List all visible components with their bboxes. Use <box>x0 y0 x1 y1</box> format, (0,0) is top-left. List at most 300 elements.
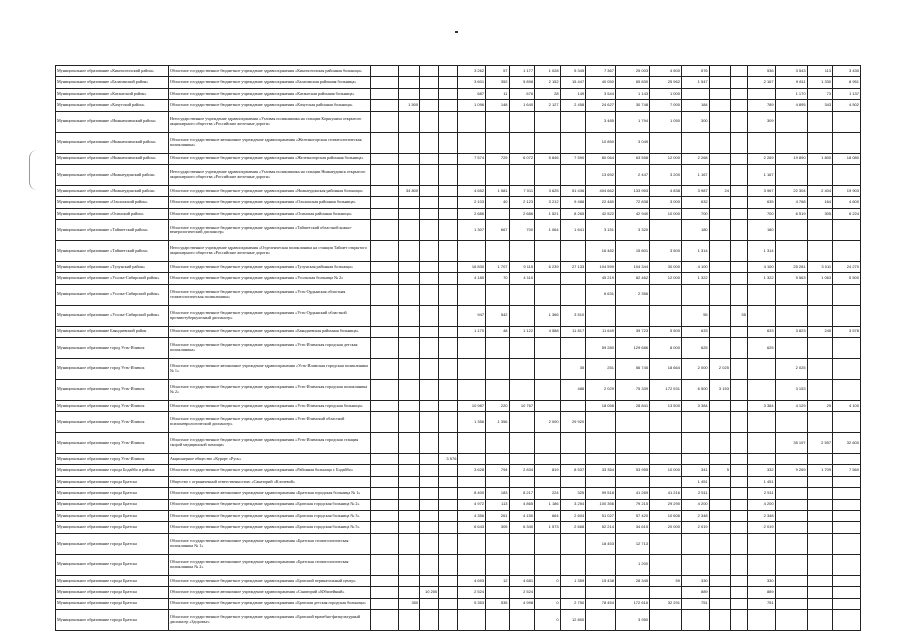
value-cell: 3 430 <box>833 66 861 77</box>
value-cell <box>650 284 682 305</box>
value-cell <box>509 453 535 464</box>
value-cell <box>420 522 439 533</box>
value-cell <box>709 153 730 164</box>
value-cell <box>439 261 458 272</box>
organization-cell: Областное государственное бюджетное учреждение здравоохранения «Братский перинатальный центр» <box>168 575 370 586</box>
value-cell: 947 <box>458 305 486 326</box>
table-row <box>56 164 861 185</box>
value-cell: 63 558 <box>615 153 649 164</box>
value-cell: 18 453 <box>586 533 616 554</box>
value-cell <box>398 241 419 262</box>
value-cell <box>730 284 747 305</box>
municipality-cell: Муниципальное образование «Тайшетский район» <box>56 241 169 262</box>
value-cell: 261 <box>486 511 509 522</box>
value-cell <box>509 338 535 359</box>
value-cell: 3 628 <box>458 465 486 476</box>
value-cell <box>458 241 486 262</box>
organization-cell: Негосударственное учреждение здравоохранения «Отделенческая поликлиника на станции Тайшет открытого акционерного общества «Российские железные дороги» <box>168 241 370 262</box>
organization-cell: Областное государственное бюджетное учреждение здравоохранения «Усть-Ордынская областная стоматологическая поликлиника» <box>168 284 370 305</box>
table-row <box>56 66 861 77</box>
value-cell <box>807 575 833 586</box>
value-cell: 22 480 <box>586 197 616 208</box>
value-cell: 2 668 <box>560 522 586 533</box>
value-cell <box>420 100 439 111</box>
table-row <box>56 100 861 111</box>
value-cell <box>807 610 833 631</box>
value-cell: 2 511 <box>747 488 775 499</box>
value-cell: 2 025 <box>709 358 730 379</box>
value-cell <box>509 284 535 305</box>
value-cell: 48 <box>486 326 509 337</box>
value-cell <box>730 100 747 111</box>
value-cell: 4 652 <box>458 185 486 196</box>
value-cell <box>509 554 535 575</box>
value-cell: 325 <box>560 488 586 499</box>
municipality-cell: Муниципальное образование «Катангский район» <box>56 88 169 99</box>
value-cell <box>486 554 509 575</box>
organization-cell: Областное государственное бюджетное учреждение здравоохранения «Ольхонская районная больница» <box>168 197 370 208</box>
value-cell <box>486 338 509 359</box>
value-cell: 28 345 <box>615 575 649 586</box>
value-cell <box>709 575 730 586</box>
value-cell <box>833 522 861 533</box>
table-row <box>56 575 861 586</box>
organization-cell: Областное государственное бюджетное учреждение здравоохранения «Железногорская районная больница» <box>168 153 370 164</box>
value-cell <box>535 453 561 464</box>
value-cell <box>730 261 747 272</box>
value-cell <box>420 88 439 99</box>
table-row <box>56 453 861 464</box>
value-cell <box>398 284 419 305</box>
value-cell: 1 356 <box>486 412 509 433</box>
value-cell: 34 800 <box>398 185 419 196</box>
value-cell: 4 600 <box>833 197 861 208</box>
municipality-cell: Муниципальное образование город Усть-Илимск <box>56 400 169 411</box>
table-row <box>56 400 861 411</box>
organization-cell: Негосударственное учреждение здравоохранения «Узловая поликлиника на станции Нижнеудинск открытого акционерного общества «Российские железные дороги» <box>168 164 370 185</box>
value-cell: 4 895 <box>775 100 807 111</box>
value-cell: 3 950 <box>615 610 649 631</box>
value-cell <box>650 476 682 487</box>
value-cell <box>807 358 833 379</box>
value-cell <box>730 379 747 400</box>
value-cell: 6 340 <box>509 522 535 533</box>
value-cell: 1 521 <box>535 208 561 219</box>
value-cell: 667 <box>486 220 509 241</box>
value-cell: 2 019 <box>747 522 775 533</box>
municipality-cell: Муниципальное образование «Усолье-Сибирский район» <box>56 273 169 284</box>
value-cell: 220 <box>486 400 509 411</box>
value-cell <box>833 284 861 305</box>
organization-cell: Негосударственное учреждение здравоохранения «Узловая поликлиника на станции Коршуниха открытого акционерного общества «Российские железные дороги» <box>168 111 370 132</box>
value-cell <box>709 261 730 272</box>
value-cell <box>486 208 509 219</box>
value-cell: 4 500 <box>650 66 682 77</box>
value-cell <box>730 111 747 132</box>
value-cell: 10 606 <box>650 511 682 522</box>
value-cell <box>371 77 399 88</box>
table-row <box>56 511 861 522</box>
table-row <box>56 132 861 153</box>
value-cell: 2 404 <box>807 185 833 196</box>
value-cell <box>586 554 616 575</box>
municipality-cell: Муниципальное образование «Усолье-Сибирский район» <box>56 284 169 305</box>
value-cell <box>420 111 439 132</box>
value-cell: 148 <box>486 100 509 111</box>
value-cell: 6 224 <box>833 208 861 219</box>
value-cell: 1 314 <box>747 241 775 262</box>
value-cell <box>709 338 730 359</box>
value-cell <box>775 511 807 522</box>
value-cell: 13 692 <box>586 164 616 185</box>
value-cell: 15 447 <box>560 77 586 88</box>
value-cell <box>420 465 439 476</box>
value-cell <box>509 412 535 433</box>
value-cell <box>586 453 616 464</box>
value-cell <box>833 598 861 609</box>
value-cell <box>775 338 807 359</box>
value-cell: 184 <box>681 100 709 111</box>
value-cell <box>439 111 458 132</box>
value-cell <box>730 164 747 185</box>
value-cell: 28 841 <box>615 400 649 411</box>
value-cell: 4 838 <box>650 185 682 196</box>
value-cell <box>586 305 616 326</box>
value-cell: 7 560 <box>833 465 861 476</box>
value-cell: 22 304 <box>775 185 807 196</box>
value-cell: 180 <box>747 220 775 241</box>
value-cell <box>681 412 709 433</box>
value-cell <box>398 197 419 208</box>
value-cell <box>398 66 419 77</box>
municipality-cell: Муниципальное образование города Братска <box>56 598 169 609</box>
value-cell <box>420 400 439 411</box>
value-cell: 129 686 <box>615 338 649 359</box>
value-cell <box>420 185 439 196</box>
value-cell: 664 <box>535 511 561 522</box>
value-cell: 3 151 <box>586 220 616 241</box>
value-cell <box>371 88 399 99</box>
value-cell <box>398 522 419 533</box>
value-cell: 3 320 <box>615 220 649 241</box>
value-cell <box>420 153 439 164</box>
value-cell: 6 631 <box>586 284 616 305</box>
organization-cell: Областное государственное бюджетное учреждение здравоохранения «Усть-Ордынский областной противотуберкулезный диспансер» <box>168 305 370 326</box>
value-cell: 309 <box>747 111 775 132</box>
value-cell: 16 830 <box>458 261 486 272</box>
value-cell: 2 025 <box>775 358 807 379</box>
value-cell <box>807 164 833 185</box>
value-cell: 180 <box>681 220 709 241</box>
value-cell <box>807 284 833 305</box>
value-cell <box>807 511 833 522</box>
value-cell <box>371 412 399 433</box>
value-cell <box>709 88 730 99</box>
municipality-cell: Муниципальное образование город Усть-Илимск <box>56 453 169 464</box>
value-cell: 0 <box>535 598 561 609</box>
value-cell <box>709 610 730 631</box>
value-cell: 2 348 <box>747 511 775 522</box>
value-cell: 10 850 <box>586 132 616 153</box>
value-cell <box>398 273 419 284</box>
value-cell: 3 485 <box>586 111 616 132</box>
value-cell: 2 127 <box>535 100 561 111</box>
value-cell: 5 500 <box>650 326 682 337</box>
table-row <box>56 273 861 284</box>
value-cell <box>747 453 775 464</box>
value-cell <box>371 153 399 164</box>
value-cell <box>650 132 682 153</box>
value-cell: 1 143 <box>615 88 649 99</box>
municipality-cell: Муниципальное образование города Братска <box>56 522 169 533</box>
value-cell: 4 129 <box>775 400 807 411</box>
value-cell <box>807 476 833 487</box>
value-cell <box>560 132 586 153</box>
value-cell: 4 200 <box>681 499 709 510</box>
value-cell <box>371 305 399 326</box>
value-cell <box>439 185 458 196</box>
value-cell <box>560 453 586 464</box>
value-cell <box>709 511 730 522</box>
value-cell <box>371 208 399 219</box>
value-cell: 1 064 <box>535 220 561 241</box>
value-cell <box>807 132 833 153</box>
value-cell <box>833 111 861 132</box>
value-cell: 8 400 <box>458 488 486 499</box>
value-cell: 25 962 <box>650 77 682 88</box>
organization-cell: Общество с ограниченной ответственностью «Санаторий «Клочевой» <box>168 476 370 487</box>
value-cell <box>775 499 807 510</box>
table-row <box>56 610 861 631</box>
value-cell <box>486 164 509 185</box>
value-cell <box>709 432 730 453</box>
value-cell <box>371 261 399 272</box>
value-cell <box>535 554 561 575</box>
value-cell: 12 000 <box>650 153 682 164</box>
value-cell <box>398 77 419 88</box>
value-cell: 3 153 <box>775 379 807 400</box>
value-cell: 4 180 <box>458 273 486 284</box>
value-cell <box>371 100 399 111</box>
value-cell: 1 167 <box>681 164 709 185</box>
value-cell <box>709 208 730 219</box>
value-cell <box>730 400 747 411</box>
value-cell <box>730 412 747 433</box>
value-cell <box>833 476 861 487</box>
value-cell <box>458 476 486 487</box>
value-cell <box>458 453 486 464</box>
value-cell <box>439 326 458 337</box>
value-cell <box>586 587 616 598</box>
value-cell <box>709 197 730 208</box>
value-cell <box>807 488 833 499</box>
value-cell: 4 100 <box>681 261 709 272</box>
value-cell: 700 <box>747 208 775 219</box>
scan-dot <box>455 31 458 33</box>
value-cell <box>439 554 458 575</box>
value-cell <box>560 111 586 132</box>
value-cell: 40 050 <box>586 77 616 88</box>
value-cell <box>439 284 458 305</box>
value-cell <box>398 338 419 359</box>
value-cell <box>730 358 747 379</box>
value-cell: 10 987 <box>458 400 486 411</box>
value-cell: 404 662 <box>586 185 616 196</box>
value-cell <box>371 476 399 487</box>
value-cell: 633 <box>747 326 775 337</box>
value-cell <box>730 587 747 598</box>
value-cell: 3 262 <box>458 66 486 77</box>
value-cell: 2 458 <box>560 100 586 111</box>
value-cell: 16 482 <box>586 241 616 262</box>
municipality-cell: Муниципальное образование города Братска <box>56 554 169 575</box>
value-cell: 633 <box>681 326 709 337</box>
value-cell <box>833 379 861 400</box>
value-cell: 12 000 <box>650 273 682 284</box>
municipality-cell: Муниципальное образование города Братска <box>56 575 169 586</box>
value-cell <box>371 400 399 411</box>
value-cell <box>833 164 861 185</box>
value-cell <box>833 587 861 598</box>
municipality-cell: Муниципальное образование «Нижнеудинский район» <box>56 185 169 196</box>
value-cell <box>681 610 709 631</box>
value-cell <box>439 499 458 510</box>
value-cell: 4 502 <box>833 100 861 111</box>
value-cell: 3 212 <box>535 197 561 208</box>
value-cell <box>398 575 419 586</box>
report-table <box>55 65 861 631</box>
value-cell: 1 573 <box>535 522 561 533</box>
value-cell: 164 <box>807 197 833 208</box>
value-cell: 2 686 <box>509 208 535 219</box>
value-cell: 4 150 <box>509 511 535 522</box>
value-cell <box>398 326 419 337</box>
value-cell <box>398 132 419 153</box>
value-cell <box>775 554 807 575</box>
value-cell <box>807 522 833 533</box>
value-cell <box>509 432 535 453</box>
value-cell <box>730 511 747 522</box>
value-cell: 4 588 <box>535 326 561 337</box>
table-row <box>56 598 861 609</box>
value-cell: 3 601 <box>458 77 486 88</box>
value-cell <box>420 305 439 326</box>
value-cell: 5 898 <box>509 77 535 88</box>
organization-cell: Областное государственное бюджетное учреждение здравоохранения «Районная больница г. Бодайбо» <box>168 465 370 476</box>
organization-cell: Областное государственное автономное учреждение здравоохранения «Железногорская стоматологическая поликлиника» <box>168 132 370 153</box>
value-cell <box>833 554 861 575</box>
value-cell: 104 344 <box>615 261 649 272</box>
table-row <box>56 499 861 510</box>
value-cell: 27 133 <box>560 261 586 272</box>
value-cell <box>709 100 730 111</box>
value-cell <box>439 587 458 598</box>
value-cell <box>807 305 833 326</box>
value-cell: 28 <box>535 88 561 99</box>
value-cell: 29 <box>807 400 833 411</box>
value-cell <box>730 575 747 586</box>
value-cell <box>709 476 730 487</box>
value-cell <box>730 610 747 631</box>
value-cell <box>535 533 561 554</box>
value-cell: 33 354 <box>586 465 616 476</box>
municipality-cell: Муниципальное образование «Балаганский район» <box>56 77 169 88</box>
value-cell: 1 167 <box>747 164 775 185</box>
value-cell: 40 <box>486 197 509 208</box>
value-cell <box>398 465 419 476</box>
value-cell <box>650 220 682 241</box>
value-cell: 8 217 <box>509 488 535 499</box>
value-cell: 73 <box>807 88 833 99</box>
value-cell <box>371 379 399 400</box>
value-cell <box>807 379 833 400</box>
value-cell: 1 547 <box>681 77 709 88</box>
value-cell <box>371 610 399 631</box>
value-cell: 535 <box>486 598 509 609</box>
value-cell <box>615 412 649 433</box>
value-cell: 56 745 <box>615 358 649 379</box>
value-cell: 2 000 <box>535 412 561 433</box>
value-cell: 4 681 <box>509 575 535 586</box>
value-cell <box>398 261 419 272</box>
value-cell <box>458 284 486 305</box>
value-cell <box>586 432 616 453</box>
value-cell <box>398 610 419 631</box>
value-cell <box>833 305 861 326</box>
value-cell: 183 <box>486 488 509 499</box>
table-row <box>56 197 861 208</box>
value-cell: 2 447 <box>615 164 649 185</box>
value-cell <box>439 164 458 185</box>
value-cell <box>747 379 775 400</box>
value-cell: 625 <box>747 338 775 359</box>
value-cell <box>458 111 486 132</box>
value-cell: 5 353 <box>458 598 486 609</box>
value-cell: 7 574 <box>458 153 486 164</box>
value-cell: 55 <box>681 305 709 326</box>
value-cell <box>709 533 730 554</box>
value-cell: 625 <box>681 338 709 359</box>
organization-cell: Областное государственное автономное учреждение здравоохранения «Братская стоматологическая поликлиника № 2» <box>168 554 370 575</box>
value-cell <box>458 432 486 453</box>
value-cell <box>560 476 586 487</box>
value-cell: 1 307 <box>458 220 486 241</box>
value-cell <box>439 132 458 153</box>
value-cell <box>650 305 682 326</box>
value-cell: 2 000 <box>681 358 709 379</box>
value-cell <box>833 453 861 464</box>
value-cell <box>730 488 747 499</box>
value-cell <box>681 88 709 99</box>
table-row <box>56 412 861 433</box>
value-cell <box>371 220 399 241</box>
value-cell <box>560 164 586 185</box>
organization-cell: Акционерное общество «Курорт «Русь» <box>168 453 370 464</box>
value-cell: 24 270 <box>833 261 861 272</box>
value-cell <box>650 432 682 453</box>
value-cell <box>439 511 458 522</box>
value-cell: 15 801 <box>615 241 649 262</box>
organization-cell: Областное государственное бюджетное учреждение здравоохранения «Тайшетский областной кожно-венерологический диспансер» <box>168 220 370 241</box>
value-cell: 2 269 <box>747 153 775 164</box>
value-cell: 53 955 <box>615 465 649 476</box>
value-cell <box>371 185 399 196</box>
organization-cell: Областное государственное бюджетное учреждение здравоохранения «Кингисеппская районная больница» <box>168 66 370 77</box>
value-cell <box>833 132 861 153</box>
municipality-cell: Муниципальное образование «Нижнеилимский район» <box>56 132 169 153</box>
table-row <box>56 476 861 487</box>
value-cell: 343 <box>807 100 833 111</box>
